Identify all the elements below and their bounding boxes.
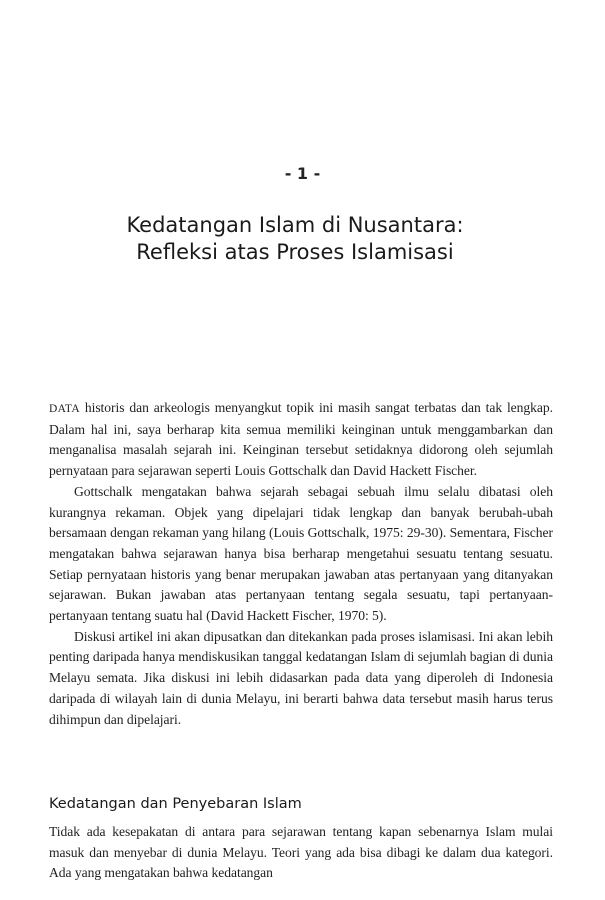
chapter-title-line-2: Refleksi atas Proses Islamisasi	[136, 240, 454, 264]
paragraph-lead-word: DATA	[49, 403, 80, 415]
paragraph-1-text: historis dan arkeologis menyangkut topik ini masih sangat terbatas dan tak lengkap. Dalam hal ini, saya berharap kita semua memiliki keinginan untuk menggambarkan dan menganalisa masalah sejarah ini. Keinginan tersebut setidaknya didorong oleh sejumlah pernyataan para sejarawan seperti Louis Gottschalk dan David Hackett Fischer.	[49, 400, 553, 479]
paragraph-3: Diskusi artikel ini akan dipusatkan dan ditekankan pada proses islamisasi. Ini akan lebih penting daripada hanya mendiskusikan tanggal kedatangan Islam di sejumlah bagian di dunia Melayu semata. Jika diskusi ini lebih didasarkan pada data yang diperoleh di Indonesia daripada di wilayah lain di dunia Melayu, ini berarti bahwa data tersebut masih harus terus dihimpun dan dipelajari.	[49, 628, 553, 727]
chapter-title	[0, 212, 590, 266]
chapter-title-line-1: Kedatangan Islam di Nusantara:	[126, 213, 464, 237]
chapter-number: - 1 -	[284, 164, 321, 183]
intro-text	[49, 398, 553, 730]
section-paragraph-1: Tidak ada kesepakatan di antara para sejarawan tentang kapan sebenarnya Islam mulai masuk dan menyebar di dunia Melayu. Teori yang ada bisa dibagi ke dalam dua kategori. Ada yang mengatakan bahwa kedatangan	[49, 824, 553, 881]
section-heading: Kedatangan dan Penyebaran Islam	[49, 796, 302, 812]
paragraph-2: Gottschalk mengatakan bahwa sejarah sebagai sebuah ilmu selalu dibatasi oleh kurangnya rekaman. Objek yang dipelajari tidak lengkap dan banyak berubah-ubah bersamaan dengan rekaman yang hilang (Louis Gottschalk, 1975: 29-30). Sementara, Fischer mengatakan bahwa sejarawan hanya bisa berharap mengetahui sesuatu tentang sesuatu. Setiap pernyataan historis yang benar merupakan jawaban atas pertanyaan yang ditanyakan sejarawan. Bukan jawaban atas pertanyaan tentang segala sesuatu, tapi pertanyaan-pertanyaan tentang suatu hal (David Hackett Fischer, 1970: 5).	[49, 483, 553, 624]
section-text	[49, 822, 553, 884]
paragraph-1	[49, 398, 553, 482]
